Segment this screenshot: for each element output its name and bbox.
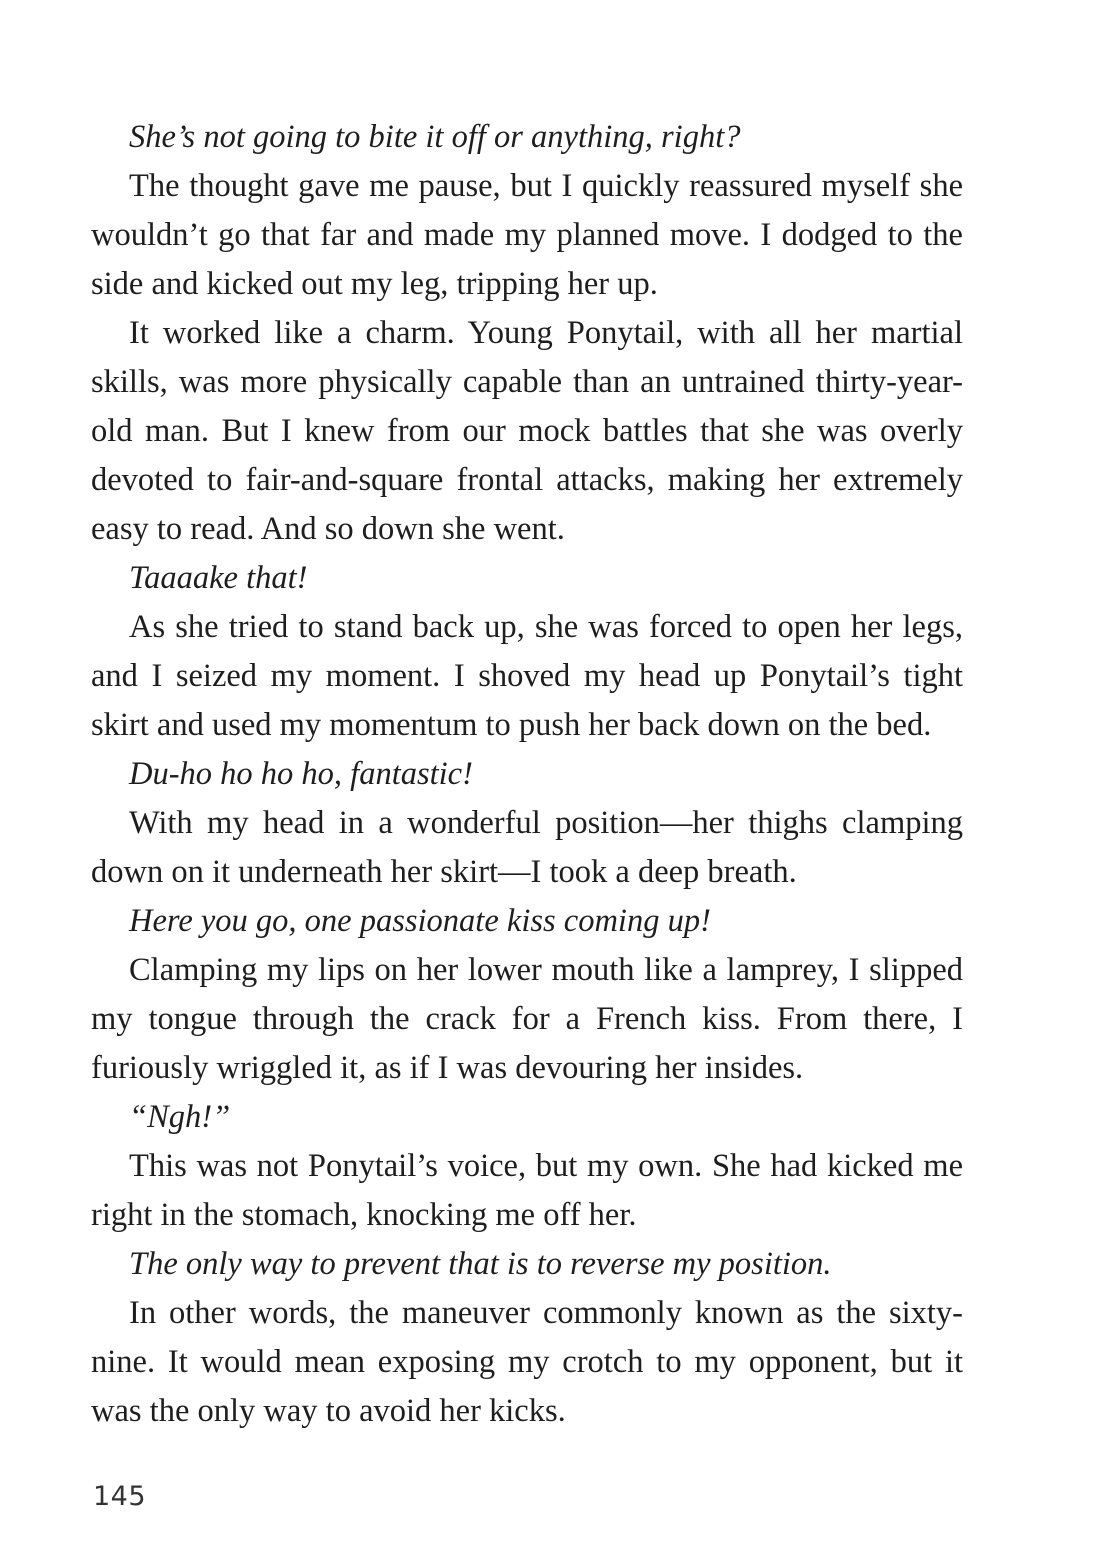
paragraph-thought-kiss: Here you go, one passionate kiss coming up! xyxy=(129,903,711,939)
paragraph-stand-up: As she tried to stand back up, she was forced to open her legs, and I seized my moment. I shoved my head up Ponytail’s tight skirt and used my momentum to push her back down on the bed. xyxy=(91,609,963,743)
paragraph-kicked: This was not Ponytail’s voice, but my own. She had kicked me right in the stomach, knocking me off her. xyxy=(91,1148,963,1233)
paragraph-ngh: “Ngh!” xyxy=(129,1099,231,1135)
paragraph-thought-fantastic: Du-ho ho ho ho, fantastic! xyxy=(129,756,473,792)
page-body xyxy=(91,113,963,1436)
paragraph-sixty-nine: In other words, the maneuver commonly known as the sixty-nine. It would mean exposing my crotch to my opponent, but it was the only way to avoid her kicks. xyxy=(91,1295,963,1429)
paragraph-dodge: The thought gave me pause, but I quickly reassured myself she wouldn’t go that far and made my planned move. I dodged to the side and kicked out my leg, tripping her up. xyxy=(91,168,963,302)
paragraph-thought-take-that: Taaaake that! xyxy=(129,560,308,596)
paragraph-thought-bite: She’s not going to bite it off or anything, right? xyxy=(129,119,741,155)
paragraph-thought-reverse: The only way to prevent that is to reverse my position. xyxy=(129,1246,832,1282)
page-number: 145 xyxy=(93,1481,147,1512)
paragraph-charm: It worked like a charm. Young Ponytail, with all her martial skills, was more physically capable than an untrained thirty-year-old man. But I knew from our mock battles that she was overly devoted to fair-and-square frontal attacks, making her extremely easy to read. And so down she went. xyxy=(91,315,963,547)
paragraph-lamprey: Clamping my lips on her lower mouth like a lamprey, I slipped my tongue through the crack for a French kiss. From there, I furiously wriggled it, as if I was devouring her insides. xyxy=(91,952,963,1086)
paragraph-deep-breath: With my head in a wonderful position—her thighs clamping down on it underneath her skirt—I took a deep breath. xyxy=(91,805,963,890)
